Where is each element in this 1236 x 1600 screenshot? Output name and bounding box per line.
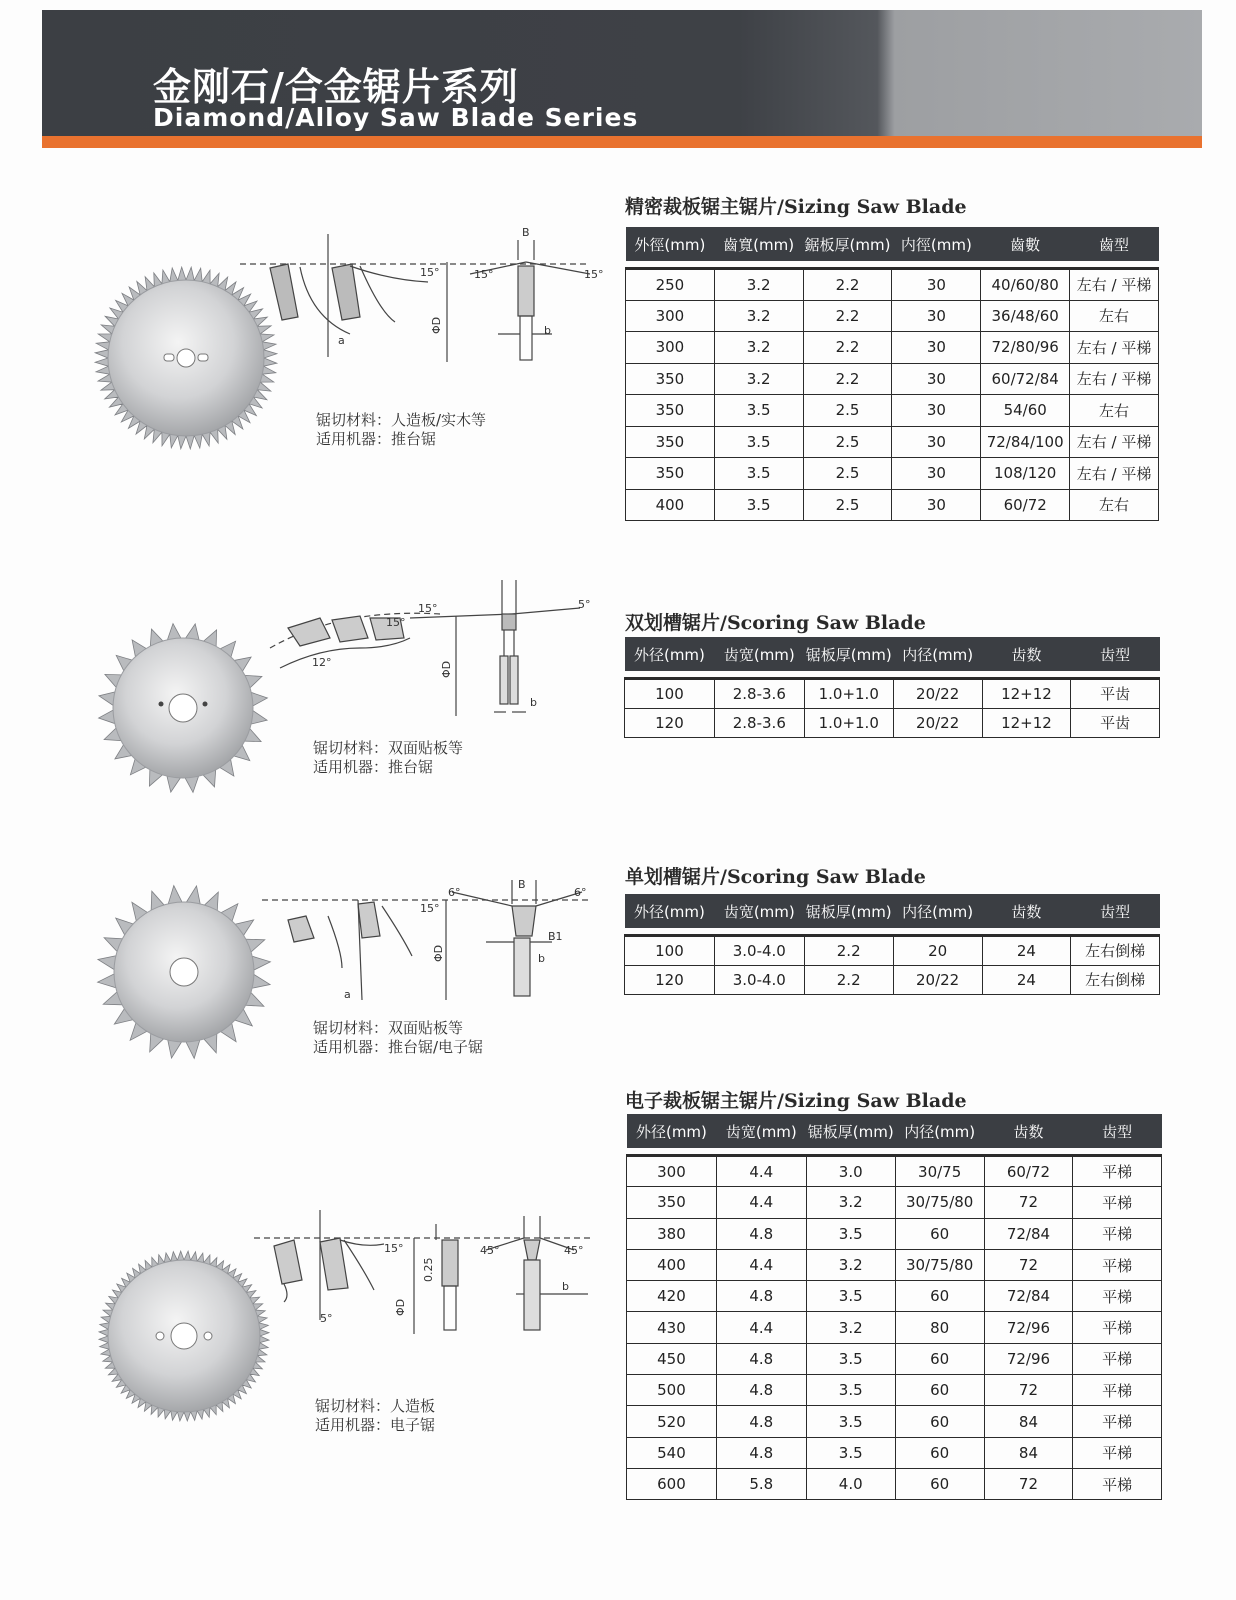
table-cell: 120: [625, 708, 715, 738]
table-cell: 平梯: [1073, 1343, 1162, 1374]
double-scoring-blade-image: [97, 622, 269, 794]
machine-note: 适用机器：推台锯: [313, 758, 434, 776]
table-spacer: [626, 261, 1159, 269]
table-cell: 60: [895, 1437, 984, 1468]
table-row: [625, 936, 1160, 966]
table-cell: 540: [627, 1437, 717, 1468]
table-cell: 60: [895, 1281, 984, 1312]
table-row: [625, 679, 1160, 709]
table-cell: 左右: [1070, 489, 1159, 521]
table-spacer: [625, 928, 1160, 936]
table-cell: 20/22: [893, 708, 982, 738]
table-row: [627, 1468, 1162, 1499]
table-cell: 3.2: [714, 332, 803, 364]
table-cell: 380: [627, 1218, 717, 1249]
table-cell: 2.2: [804, 965, 893, 995]
col-header: 齒寬(mm): [714, 227, 803, 261]
table-cell: 72: [984, 1187, 1073, 1218]
table-cell: 450: [627, 1343, 717, 1374]
table-cell: 30: [892, 458, 981, 490]
table-cell: 平梯: [1073, 1312, 1162, 1343]
dim-label: ΦD: [430, 316, 443, 334]
table-cell: 平梯: [1073, 1218, 1162, 1249]
table-cell: 3.5: [714, 395, 803, 427]
table-header-row: [625, 894, 1160, 928]
table-cell: 4.8: [716, 1437, 806, 1468]
table-cell: 350: [626, 458, 715, 490]
table-cell: 20: [893, 936, 982, 966]
angle-label: 45°: [480, 1244, 500, 1257]
table-cell: 3.5: [714, 426, 803, 458]
table-cell: 12+12: [982, 708, 1071, 738]
col-header: 内径(mm): [893, 894, 982, 928]
table-cell: 20/22: [893, 965, 982, 995]
table-row: [626, 489, 1159, 521]
table-cell: 3.5: [806, 1218, 895, 1249]
table-cell: 100: [625, 679, 715, 709]
dim-label: ΦD: [432, 944, 445, 962]
table-cell: 2.2: [803, 363, 892, 395]
col-header: 齿型: [1073, 1114, 1162, 1148]
table-cell: 72/84: [984, 1218, 1073, 1249]
table-header-row: [627, 1114, 1162, 1148]
table-cell: 3.5: [806, 1281, 895, 1312]
table-cell: 30/75: [895, 1156, 984, 1187]
section-1-title: 精密裁板锯主锯片/Sizing Saw Blade: [625, 196, 967, 218]
col-header: 齿宽(mm): [716, 1114, 806, 1148]
table-cell: 3.5: [714, 489, 803, 521]
col-header: 齒數: [981, 227, 1070, 261]
table-cell: 30: [892, 300, 981, 332]
table-row: [626, 426, 1159, 458]
table-cell: 54/60: [981, 395, 1070, 427]
table-row: [627, 1281, 1162, 1312]
section-2-notes: [313, 739, 463, 777]
dim-label: a: [344, 988, 351, 1001]
table-cell: 60: [895, 1406, 984, 1437]
col-header: 锯板厚(mm): [804, 637, 893, 671]
table-row: [626, 395, 1159, 427]
dim-label: ΦD: [440, 660, 453, 678]
section-2-table: [624, 637, 1160, 738]
col-header: 齒型: [1070, 227, 1159, 261]
section-3-title: 单划槽锯片/Scoring Saw Blade: [625, 866, 926, 888]
table-cell: 72: [984, 1249, 1073, 1280]
table-cell: 36/48/60: [981, 300, 1070, 332]
section-2-title: 双划槽锯片/Scoring Saw Blade: [625, 612, 926, 634]
table-cell: 3.5: [806, 1437, 895, 1468]
angle-label: 15°: [386, 616, 406, 629]
table-cell: 24: [982, 965, 1071, 995]
table-spacer: [627, 1148, 1162, 1156]
table-cell: 80: [895, 1312, 984, 1343]
table-cell: 左右 / 平梯: [1070, 269, 1159, 301]
table-cell: 30: [892, 489, 981, 521]
dim-label: B1: [548, 930, 563, 943]
table-cell: 4.0: [806, 1468, 895, 1499]
table-cell: 600: [627, 1468, 717, 1499]
table-cell: 4.4: [716, 1156, 806, 1187]
table-cell: 400: [627, 1249, 717, 1280]
table-header-row: [625, 637, 1160, 671]
table-cell: 40/60/80: [981, 269, 1070, 301]
dim-label: 0.25: [422, 1257, 435, 1282]
table-cell: 4.4: [716, 1187, 806, 1218]
table-cell: 12+12: [982, 679, 1071, 709]
col-header: 鋸板厚(mm): [803, 227, 892, 261]
angle-label: 15°: [384, 1242, 404, 1255]
table-cell: 30/75/80: [895, 1249, 984, 1280]
table-cell: 3.5: [714, 458, 803, 490]
machine-note: 适用机器：电子锯: [315, 1416, 436, 1434]
table-cell: 左右 / 平梯: [1070, 426, 1159, 458]
material-note: 锯切材料：双面贴板等: [313, 1019, 464, 1037]
table-cell: 350: [626, 363, 715, 395]
material-note: 锯切材料：人造板/实木等: [316, 411, 487, 429]
table-cell: 3.0-4.0: [714, 965, 804, 995]
dim-label: a: [338, 334, 345, 347]
table-cell: 2.2: [803, 332, 892, 364]
header-accent-bar: [42, 136, 1202, 148]
table-cell: 2.8-3.6: [714, 708, 804, 738]
dim-label: b: [530, 696, 537, 709]
table-cell: 300: [626, 300, 715, 332]
table-cell: 30: [892, 332, 981, 364]
table-spacer: [625, 671, 1160, 679]
section-4-table: [626, 1114, 1162, 1500]
table-cell: 72/96: [984, 1343, 1073, 1374]
double-scoring-tooth-diagram: [260, 578, 600, 718]
dim-label: b: [538, 952, 545, 965]
col-header: 内径(mm): [895, 1114, 984, 1148]
col-header: 齿宽(mm): [714, 894, 804, 928]
table-cell: 60: [895, 1375, 984, 1406]
table-cell: 平梯: [1073, 1375, 1162, 1406]
col-header: 内徑(mm): [892, 227, 981, 261]
material-note: 锯切材料：双面贴板等: [313, 739, 464, 757]
table-row: [626, 332, 1159, 364]
table-row: [627, 1218, 1162, 1249]
table-row: [626, 458, 1159, 490]
table-header-row: [626, 227, 1159, 261]
table-row: [627, 1343, 1162, 1374]
table-cell: 72: [984, 1375, 1073, 1406]
angle-label: 5°: [320, 1312, 333, 1325]
table-cell: 3.0: [806, 1156, 895, 1187]
table-cell: 平梯: [1073, 1468, 1162, 1499]
section-3-notes: [313, 1019, 483, 1057]
table-row: [627, 1156, 1162, 1187]
electronic-sizing-tooth-diagram: [254, 1210, 600, 1340]
table-cell: 平梯: [1073, 1249, 1162, 1280]
table-cell: 2.5: [803, 395, 892, 427]
table-cell: 24: [982, 936, 1071, 966]
table-cell: 左右: [1070, 395, 1159, 427]
table-cell: 20/22: [893, 679, 982, 709]
table-row: [625, 708, 1160, 738]
col-header: 外径(mm): [625, 894, 715, 928]
table-cell: 72/96: [984, 1312, 1073, 1343]
table-cell: 30: [892, 363, 981, 395]
table-cell: 1.0+1.0: [804, 679, 893, 709]
table-cell: 72/84/100: [981, 426, 1070, 458]
table-cell: 350: [626, 426, 715, 458]
table-cell: 平梯: [1073, 1156, 1162, 1187]
table-cell: 2.5: [803, 458, 892, 490]
table-cell: 3.0-4.0: [714, 936, 804, 966]
table-cell: 300: [627, 1156, 717, 1187]
table-cell: 3.5: [806, 1375, 895, 1406]
col-header: 外徑(mm): [626, 227, 715, 261]
table-cell: 30: [892, 269, 981, 301]
page-title-cn: 金刚石/合金锯片系列: [153, 65, 519, 109]
table-row: [627, 1437, 1162, 1468]
table-row: [627, 1375, 1162, 1406]
table-cell: 120: [625, 965, 715, 995]
section-1-notes: [316, 411, 486, 449]
angle-label: 15°: [420, 266, 440, 279]
table-cell: 平梯: [1073, 1406, 1162, 1437]
table-row: [627, 1187, 1162, 1218]
angle-label: 6°: [448, 886, 461, 899]
table-cell: 60/72/84: [981, 363, 1070, 395]
page-title-en: Diamond/Alloy Saw Blade Series: [153, 103, 639, 132]
section-4-notes: [315, 1397, 435, 1435]
table-cell: 300: [626, 332, 715, 364]
table-cell: 430: [627, 1312, 717, 1343]
table-cell: 72: [984, 1468, 1073, 1499]
material-note: 锯切材料：人造板: [315, 1397, 436, 1415]
section-3-table: [624, 894, 1160, 995]
single-scoring-blade-image: [96, 884, 272, 1060]
table-row: [625, 965, 1160, 995]
dim-label: b: [562, 1280, 569, 1293]
table-cell: 4.8: [716, 1281, 806, 1312]
section-1-table: [625, 227, 1159, 521]
table-cell: 平齿: [1071, 679, 1160, 709]
dim-label: b: [544, 324, 551, 337]
table-row: [627, 1312, 1162, 1343]
col-header: 齿型: [1071, 894, 1160, 928]
table-cell: 3.5: [806, 1343, 895, 1374]
electronic-sizing-blade-image: [98, 1250, 270, 1422]
table-cell: 5.8: [716, 1468, 806, 1499]
table-cell: 2.5: [803, 489, 892, 521]
col-header: 齿数: [982, 637, 1071, 671]
table-cell: 420: [627, 1281, 717, 1312]
col-header: 齿数: [984, 1114, 1073, 1148]
table-cell: 84: [984, 1437, 1073, 1468]
section-4-title: 电子裁板锯主锯片/Sizing Saw Blade: [625, 1090, 967, 1112]
angle-label: 15°: [418, 602, 438, 615]
table-cell: 平梯: [1073, 1437, 1162, 1468]
table-cell: 350: [626, 395, 715, 427]
angle-label: 15°: [584, 268, 604, 281]
col-header: 锯板厚(mm): [806, 1114, 895, 1148]
angle-label: 15°: [420, 902, 440, 915]
table-cell: 72/80/96: [981, 332, 1070, 364]
table-cell: 30: [892, 426, 981, 458]
table-cell: 3.2: [806, 1249, 895, 1280]
col-header: 锯板厚(mm): [804, 894, 893, 928]
col-header: 外径(mm): [627, 1114, 717, 1148]
table-row: [626, 363, 1159, 395]
table-cell: 72/84: [984, 1281, 1073, 1312]
table-cell: 4.4: [716, 1312, 806, 1343]
table-cell: 4.8: [716, 1343, 806, 1374]
table-cell: 60/72: [981, 489, 1070, 521]
angle-label: 45°: [564, 1244, 584, 1257]
col-header: 齿型: [1071, 637, 1160, 671]
table-cell: 500: [627, 1375, 717, 1406]
angle-label: 5°: [578, 598, 591, 611]
table-cell: 4.8: [716, 1375, 806, 1406]
table-row: [626, 269, 1159, 301]
dim-label: ΦD: [394, 1298, 407, 1316]
table-cell: 左右倒梯: [1071, 965, 1160, 995]
single-scoring-tooth-diagram: [262, 876, 602, 1006]
table-cell: 4.8: [716, 1218, 806, 1249]
table-cell: 3.2: [806, 1187, 895, 1218]
table-cell: 2.2: [803, 300, 892, 332]
dim-label: B: [522, 226, 530, 239]
table-cell: 60: [895, 1218, 984, 1249]
table-cell: 左右 / 平梯: [1070, 332, 1159, 364]
table-cell: 84: [984, 1406, 1073, 1437]
angle-label: 15°: [474, 268, 494, 281]
angle-label: 6°: [574, 886, 587, 899]
sizing-tooth-diagram: [240, 222, 610, 367]
table-cell: 520: [627, 1406, 717, 1437]
table-cell: 左右倒梯: [1071, 936, 1160, 966]
table-cell: 3.2: [714, 300, 803, 332]
table-cell: 3.2: [806, 1312, 895, 1343]
col-header: 内径(mm): [893, 637, 982, 671]
col-header: 齿数: [982, 894, 1071, 928]
table-cell: 350: [627, 1187, 717, 1218]
table-cell: 250: [626, 269, 715, 301]
col-header: 齿宽(mm): [714, 637, 804, 671]
table-cell: 2.5: [803, 426, 892, 458]
table-cell: 平梯: [1073, 1281, 1162, 1312]
table-cell: 108/120: [981, 458, 1070, 490]
table-cell: 平梯: [1073, 1187, 1162, 1218]
angle-label: 12°: [312, 656, 332, 669]
table-cell: 4.4: [716, 1249, 806, 1280]
col-header: 外径(mm): [625, 637, 715, 671]
table-cell: 2.2: [804, 936, 893, 966]
table-cell: 60: [895, 1343, 984, 1374]
dim-label: B: [518, 878, 526, 891]
table-cell: 左右 / 平梯: [1070, 458, 1159, 490]
table-row: [626, 300, 1159, 332]
table-cell: 2.2: [803, 269, 892, 301]
table-cell: 30/75/80: [895, 1187, 984, 1218]
machine-note: 适用机器：推台锯: [316, 430, 437, 448]
table-row: [627, 1249, 1162, 1280]
machine-note: 适用机器：推台锯/电子锯: [313, 1038, 484, 1056]
table-cell: 左右: [1070, 300, 1159, 332]
table-cell: 3.2: [714, 363, 803, 395]
table-cell: 平齿: [1071, 708, 1160, 738]
table-cell: 左右 / 平梯: [1070, 363, 1159, 395]
table-cell: 30: [892, 395, 981, 427]
table-cell: 100: [625, 936, 715, 966]
table-cell: 3.5: [806, 1406, 895, 1437]
table-cell: 3.2: [714, 269, 803, 301]
table-cell: 2.8-3.6: [714, 679, 804, 709]
table-cell: 60: [895, 1468, 984, 1499]
table-cell: 400: [626, 489, 715, 521]
table-cell: 1.0+1.0: [804, 708, 893, 738]
table-row: [627, 1406, 1162, 1437]
table-cell: 4.8: [716, 1406, 806, 1437]
table-cell: 60/72: [984, 1156, 1073, 1187]
